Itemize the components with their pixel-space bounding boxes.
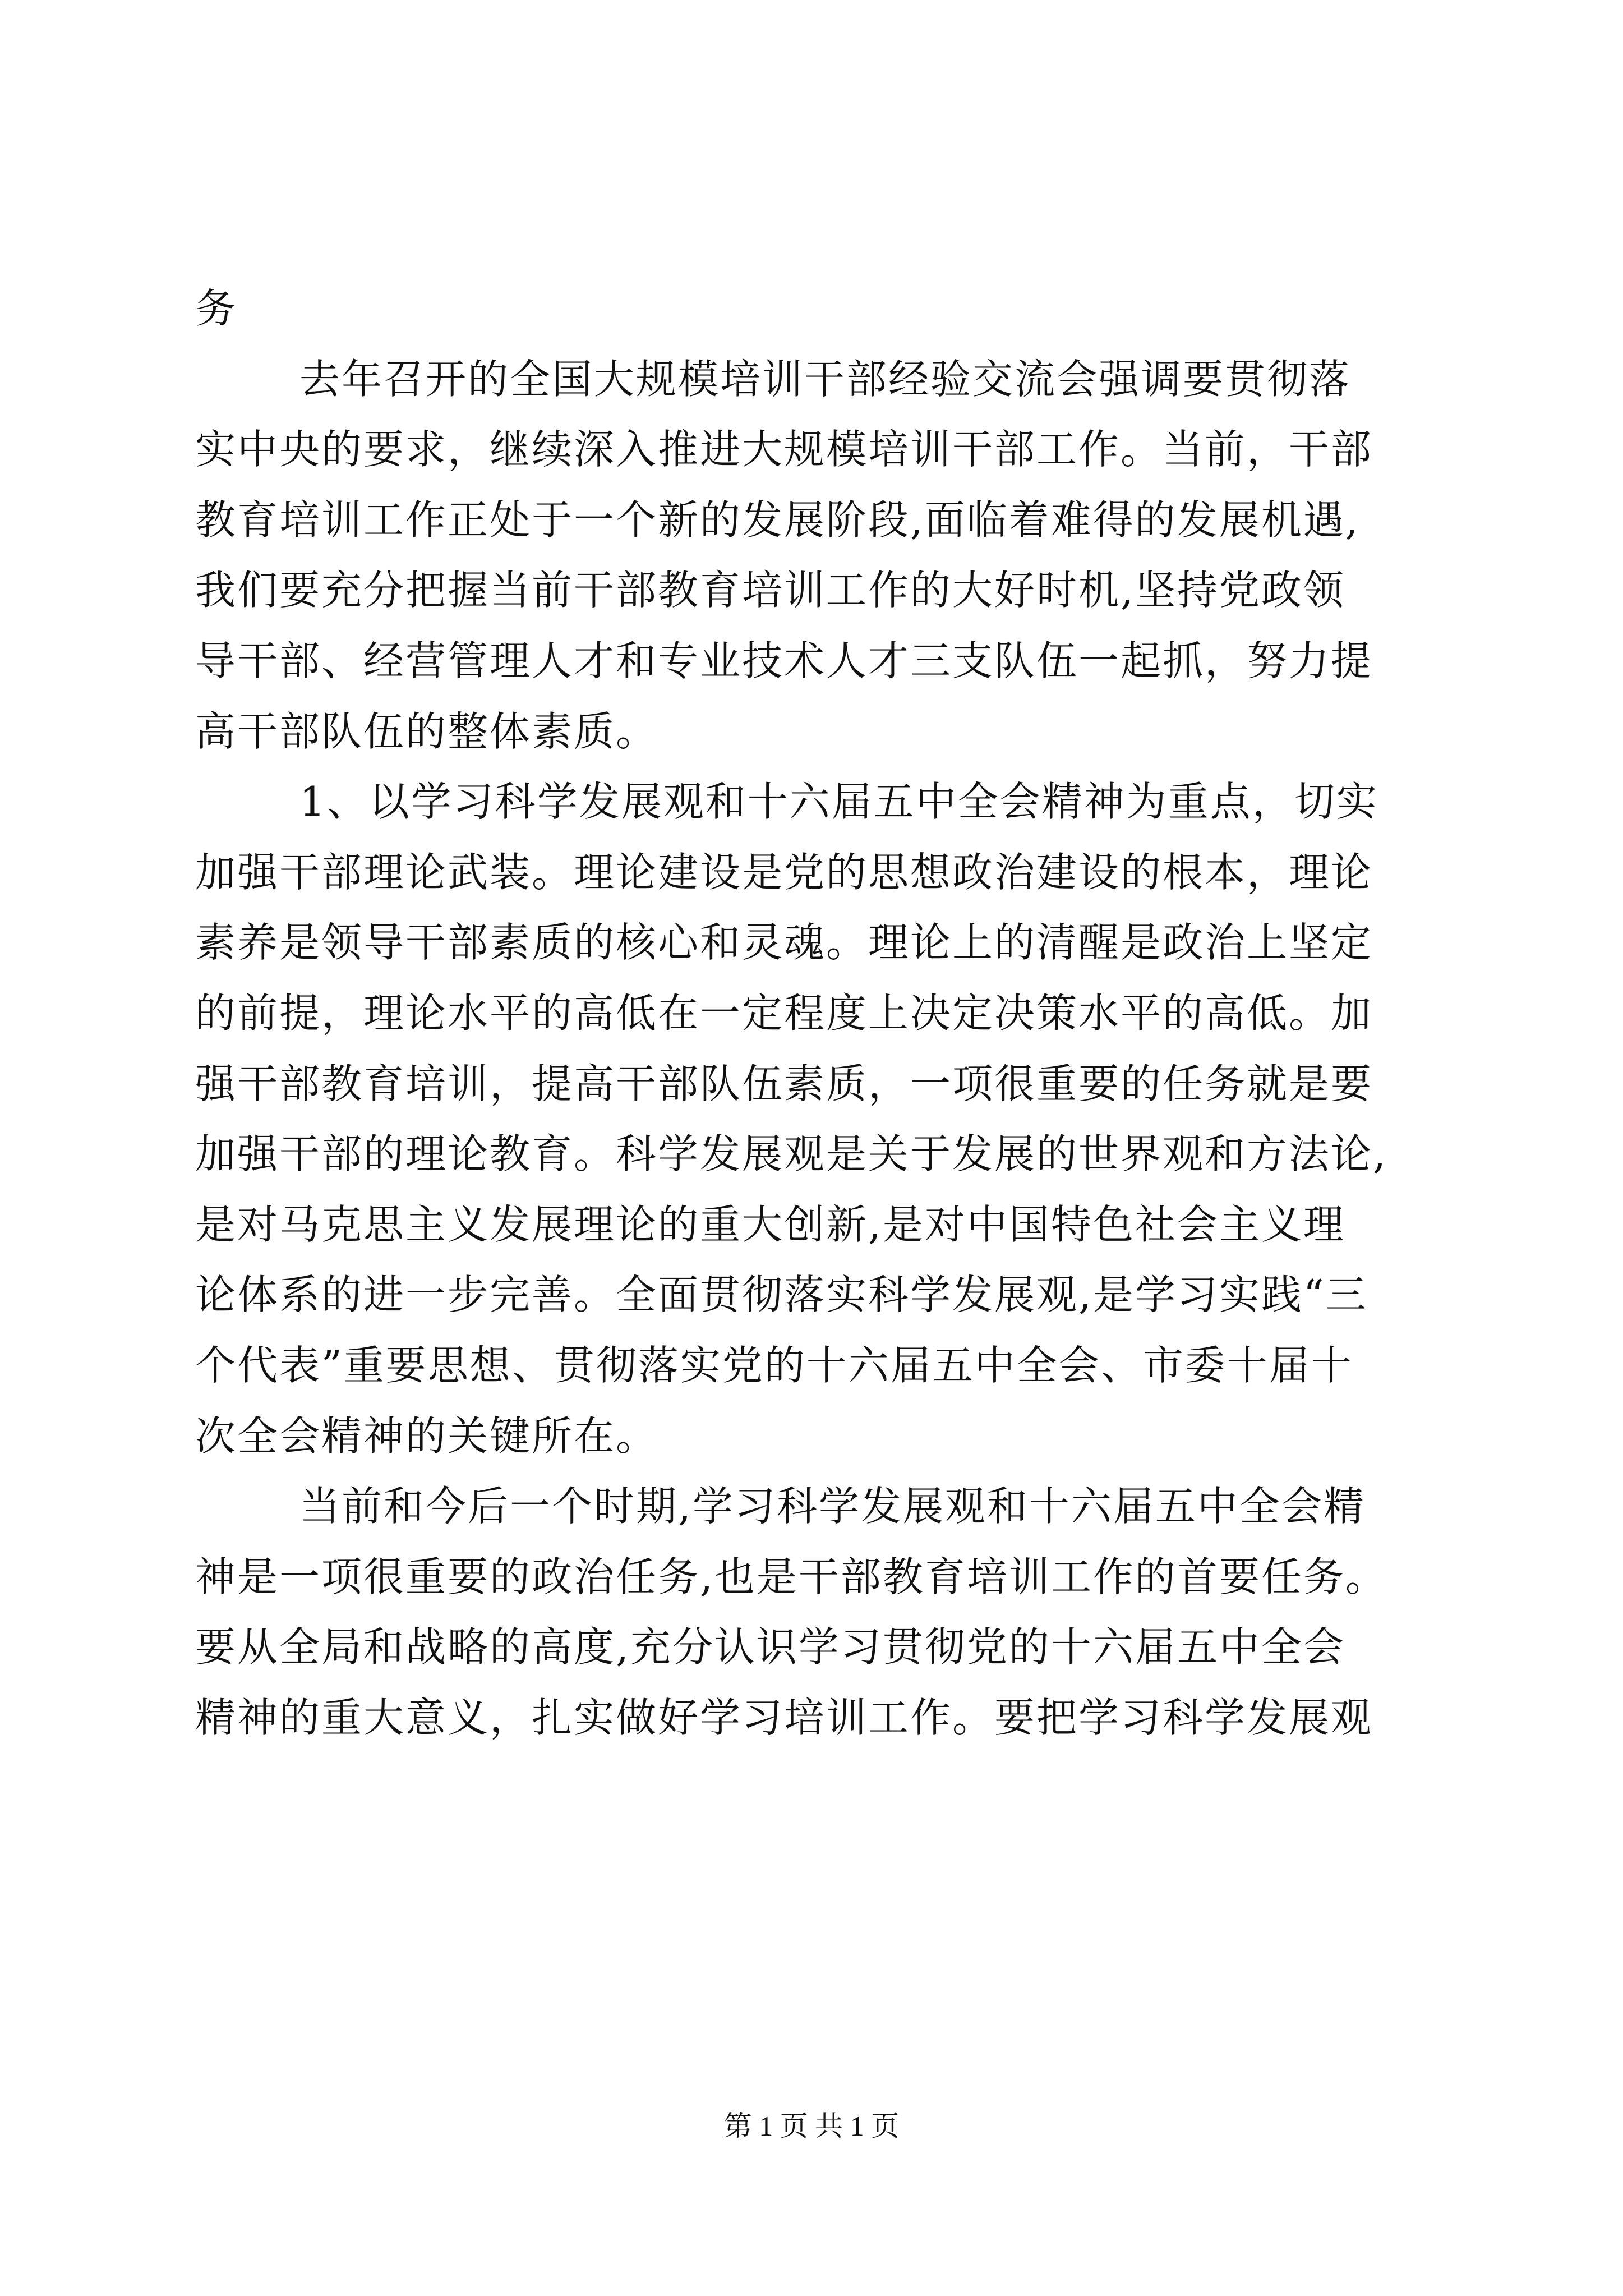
text-line: 的前提，理论水平的高低在一定程度上决定决策水平的高低。加	[195, 989, 1373, 1037]
text-line: 加强干部的理论教育。科学发展观是关于发展的世界观和方法论,	[195, 1130, 1387, 1178]
text-line: 加强干部理论武装。理论建设是党的思想政治建设的根本，理论	[195, 848, 1373, 896]
text-line: 实中央的要求，继续深入推进大规模培训干部工作。当前，干部	[195, 426, 1373, 473]
text-line: 次全会精神的关键所在。	[195, 1412, 658, 1460]
paragraph-start-line: 当前和今后一个时期,学习科学发展观和十六届五中全会精	[299, 1483, 1366, 1530]
text-line: 强干部教育培训，提高干部队伍素质，一项很重要的任务就是要	[195, 1060, 1373, 1107]
page-number-footer: 第 1 页 共 1 页	[723, 2110, 900, 2142]
text-line: 要从全局和战略的高度,充分认识学习贯彻党的十六届五中全会	[195, 1623, 1345, 1671]
paragraph-start-line: 去年召开的全国大规模培训干部经验交流会强调要贯彻落	[299, 355, 1352, 403]
document-body	[195, 280, 1429, 1760]
text-line: 我们要充分把握当前干部教育培训工作的大好时机,坚持党政领	[195, 567, 1345, 614]
text-line: 教育培训工作正处于一个新的发展阶段,面临着难得的发展机遇,	[195, 496, 1360, 544]
text-line: 素养是领导干部素质的核心和灵魂。理论上的清醒是政治上坚定	[195, 919, 1373, 967]
text-line: 高干部队伍的整体素质。	[195, 707, 658, 755]
text-line: 导干部、经营管理人才和专业技术人才三支队伍一起抓，努力提	[195, 637, 1373, 684]
text-line: 神是一项很重要的政治任务,也是干部教育培训工作的首要任务。	[195, 1553, 1387, 1600]
text-line: 精神的重大意义，扎实做好学习培训工作。要把学习科学发展观	[195, 1694, 1373, 1741]
text-line: 是对马克思主义发展理论的重大创新,是对中国特色社会主义理	[195, 1200, 1345, 1248]
text-line: 个代表”重要思想、贯彻落实党的十六届五中全会、市委十届十	[195, 1341, 1353, 1389]
paragraph-start-line: 1、以学习科学发展观和十六届五中全会精神为重点，切实	[299, 778, 1378, 826]
text-line: 论体系的进一步完善。全面贯彻落实科学发展观,是学习实践“三	[195, 1271, 1368, 1319]
text-line: 务	[195, 285, 238, 332]
